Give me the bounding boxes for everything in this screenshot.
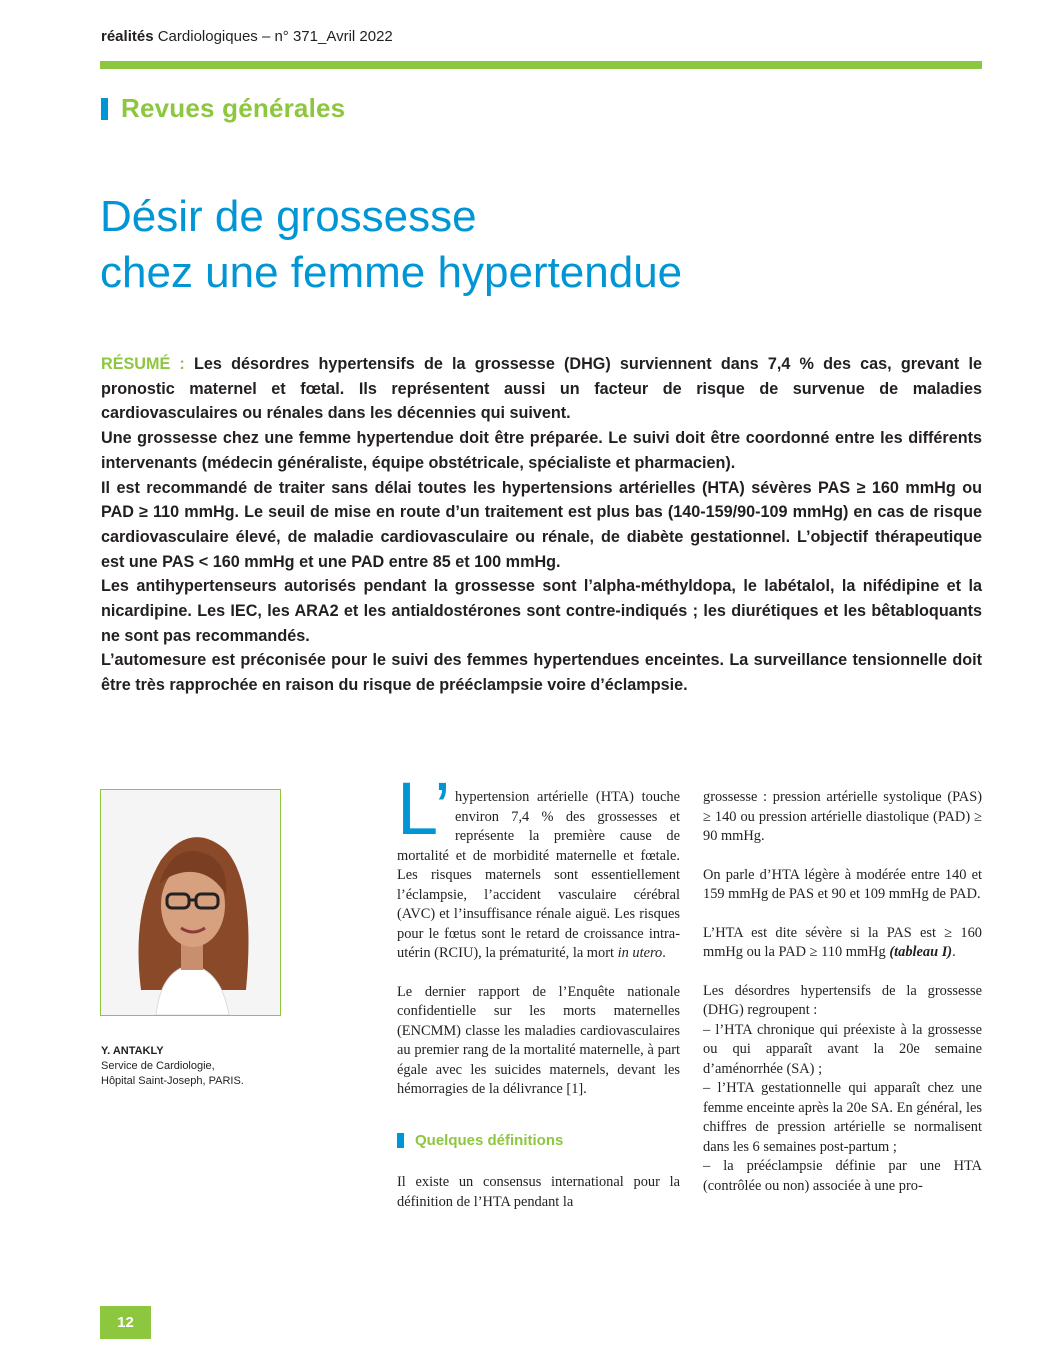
summary-lead: RÉSUMÉ : — [101, 355, 185, 373]
title-line-2: chez une femme hypertendue — [100, 248, 683, 297]
summary-p1 — [101, 352, 982, 426]
summary-p1-text: Les désordres hypertensifs de la grossesse (DHG) surviennent dans 7,4 % des cas, grevant le pronostic maternel et fœtal. Ils représentent aussi un facteur de risque de survenue de maladies cardiovasculaires ou rénales dans les décennies qui suivent. — [101, 355, 982, 423]
dhg-list — [703, 1021, 982, 1197]
subhead — [397, 1131, 680, 1151]
summary-p5: L’automesure est préconisée pour le suivi des femmes hypertendues enceintes. La surveillance tensionnelle doit être très rapprochée en raison du risque de prééclampsie voire d’éclampsie. — [101, 651, 982, 695]
body-c2p1: grossesse : pression artérielle systolique (PAS) ≥ 140 ou pression artérielle diastolique (PAD) ≥ 90 mmHg. — [703, 789, 982, 844]
header-rule — [100, 61, 982, 69]
table-reference: (tableau I) — [889, 944, 953, 960]
section-text: Revues générales — [121, 93, 346, 123]
list-item: – la prééclampsie définie par une HTA (contrôlée ou non) associée à une pro- — [703, 1158, 982, 1194]
section-bar — [101, 98, 108, 120]
body-p1-text: hypertension artérielle (HTA) touche environ 7,4 % des grossesses et représente la première cause de mortalité et de morbidité maternelle et fœtale. Les risques maternels sont essentiellement l’éclampsie, l’accident vasculaire cérébral (AVC) et l’insuffisance rénale aiguë. Les risques pour le fœtus sont le retard de croissance intra-utérin (RCIU), la prématurité, la mort — [397, 789, 680, 961]
body-c2p3 — [703, 924, 982, 963]
drop-cap: L’ — [397, 767, 451, 850]
author-portrait-illustration — [101, 790, 280, 1015]
body-p1-italic: in utero — [617, 945, 663, 961]
body-p1 — [397, 788, 680, 964]
author-dept: Service de Cardiologie, — [101, 1060, 215, 1072]
summary-p4: Les antihypertenseurs autorisés pendant la grossesse sont l’alpha-méthyldopa, le labétalol, la nifédipine et la nicardipine. Les IEC, les ARA2 et les antialdostérones sont contre-indiqués ; les diurétiques et les bêtabloquants ne sont pas recommandés. — [101, 577, 982, 645]
body-c2p4: Les désordres hypertensifs de la grossesse (DHG) regroupent : — [703, 982, 982, 1018]
dropcap-spacer — [397, 788, 455, 846]
section-label — [101, 93, 345, 124]
body-column-2 — [703, 788, 982, 1196]
list-item: – l’HTA gestationnelle qui apparaît chez une femme enceinte après la 20e SA. En général, les chiffres de pression artérielle se normalisent dans les 6 semaines post-partum ; — [703, 1080, 982, 1155]
author-block — [101, 1044, 244, 1089]
article-title — [100, 189, 682, 301]
body-c2p3-end: . — [952, 944, 956, 960]
page-number: 12 — [100, 1306, 151, 1339]
summary-p3: Il est recommandé de traiter sans délai toutes les hypertensions artérielles (HTA) sévères PAS ≥ 160 mmHg ou PAD ≥ 110 mmHg. Le seuil de mise en route d’un traitement est plus bas (140-159/90-109 mmHg) en cas de risque cardiovasculaire élevé, de maladie cardiovasculaire ou rénale, de diabète gestationnel. L’objectif thérapeutique est une PAS < 160 mmHg et une PAD entre 85 et 100 mmHg. — [101, 478, 982, 571]
title-line-1: Désir de grossesse — [100, 192, 477, 241]
body-c2p2: On parle d’HTA légère à modérée entre 140 et 159 mmHg de PAS et 90 et 109 mmHg de PAD. — [703, 866, 982, 902]
summary — [101, 352, 982, 698]
body-p2: Le dernier rapport de l’Enquête nationale confidentielle sur les morts maternelles (ENCMM) classe les maladies cardiovasculaires au premier rang de la mortalité maternelle, à part égale avec les suicides maternels, devant les hémorragies de la délivrance [1]. — [397, 983, 680, 1097]
author-photo — [100, 789, 281, 1016]
running-header — [101, 28, 393, 45]
body-column-1 — [397, 788, 680, 1231]
list-item: – l’HTA chronique qui préexiste à la grossesse ou qui apparaît avant la 20e semaine d’aménorrhée (SA) ; — [703, 1021, 982, 1077]
body-c2p3-text: L’HTA est dite sévère si la PAS est ≥ 160 mmHg ou la PAD ≥ 110 mmHg — [703, 924, 982, 960]
author-name: Y. ANTAKLY — [101, 1045, 164, 1057]
summary-p2: Une grossesse chez une femme hypertendue doit être préparée. Le suivi doit être coordonné entre les différents intervenants (médecin généraliste, équipe obstétricale, spécialiste et pharmacien). — [101, 429, 982, 472]
subhead-bar — [397, 1133, 404, 1148]
journal-issue: Cardiologiques – n° 371_Avril 2022 — [157, 28, 393, 45]
author-hospital: Hôpital Saint-Joseph, PARIS. — [101, 1075, 244, 1087]
journal-brand: réalités — [101, 28, 154, 45]
subhead-text: Quelques définitions — [415, 1131, 564, 1149]
body-p3: Il existe un consensus international pour la définition de l’HTA pendant la — [397, 1174, 680, 1210]
body-p1-end: . — [662, 945, 666, 961]
